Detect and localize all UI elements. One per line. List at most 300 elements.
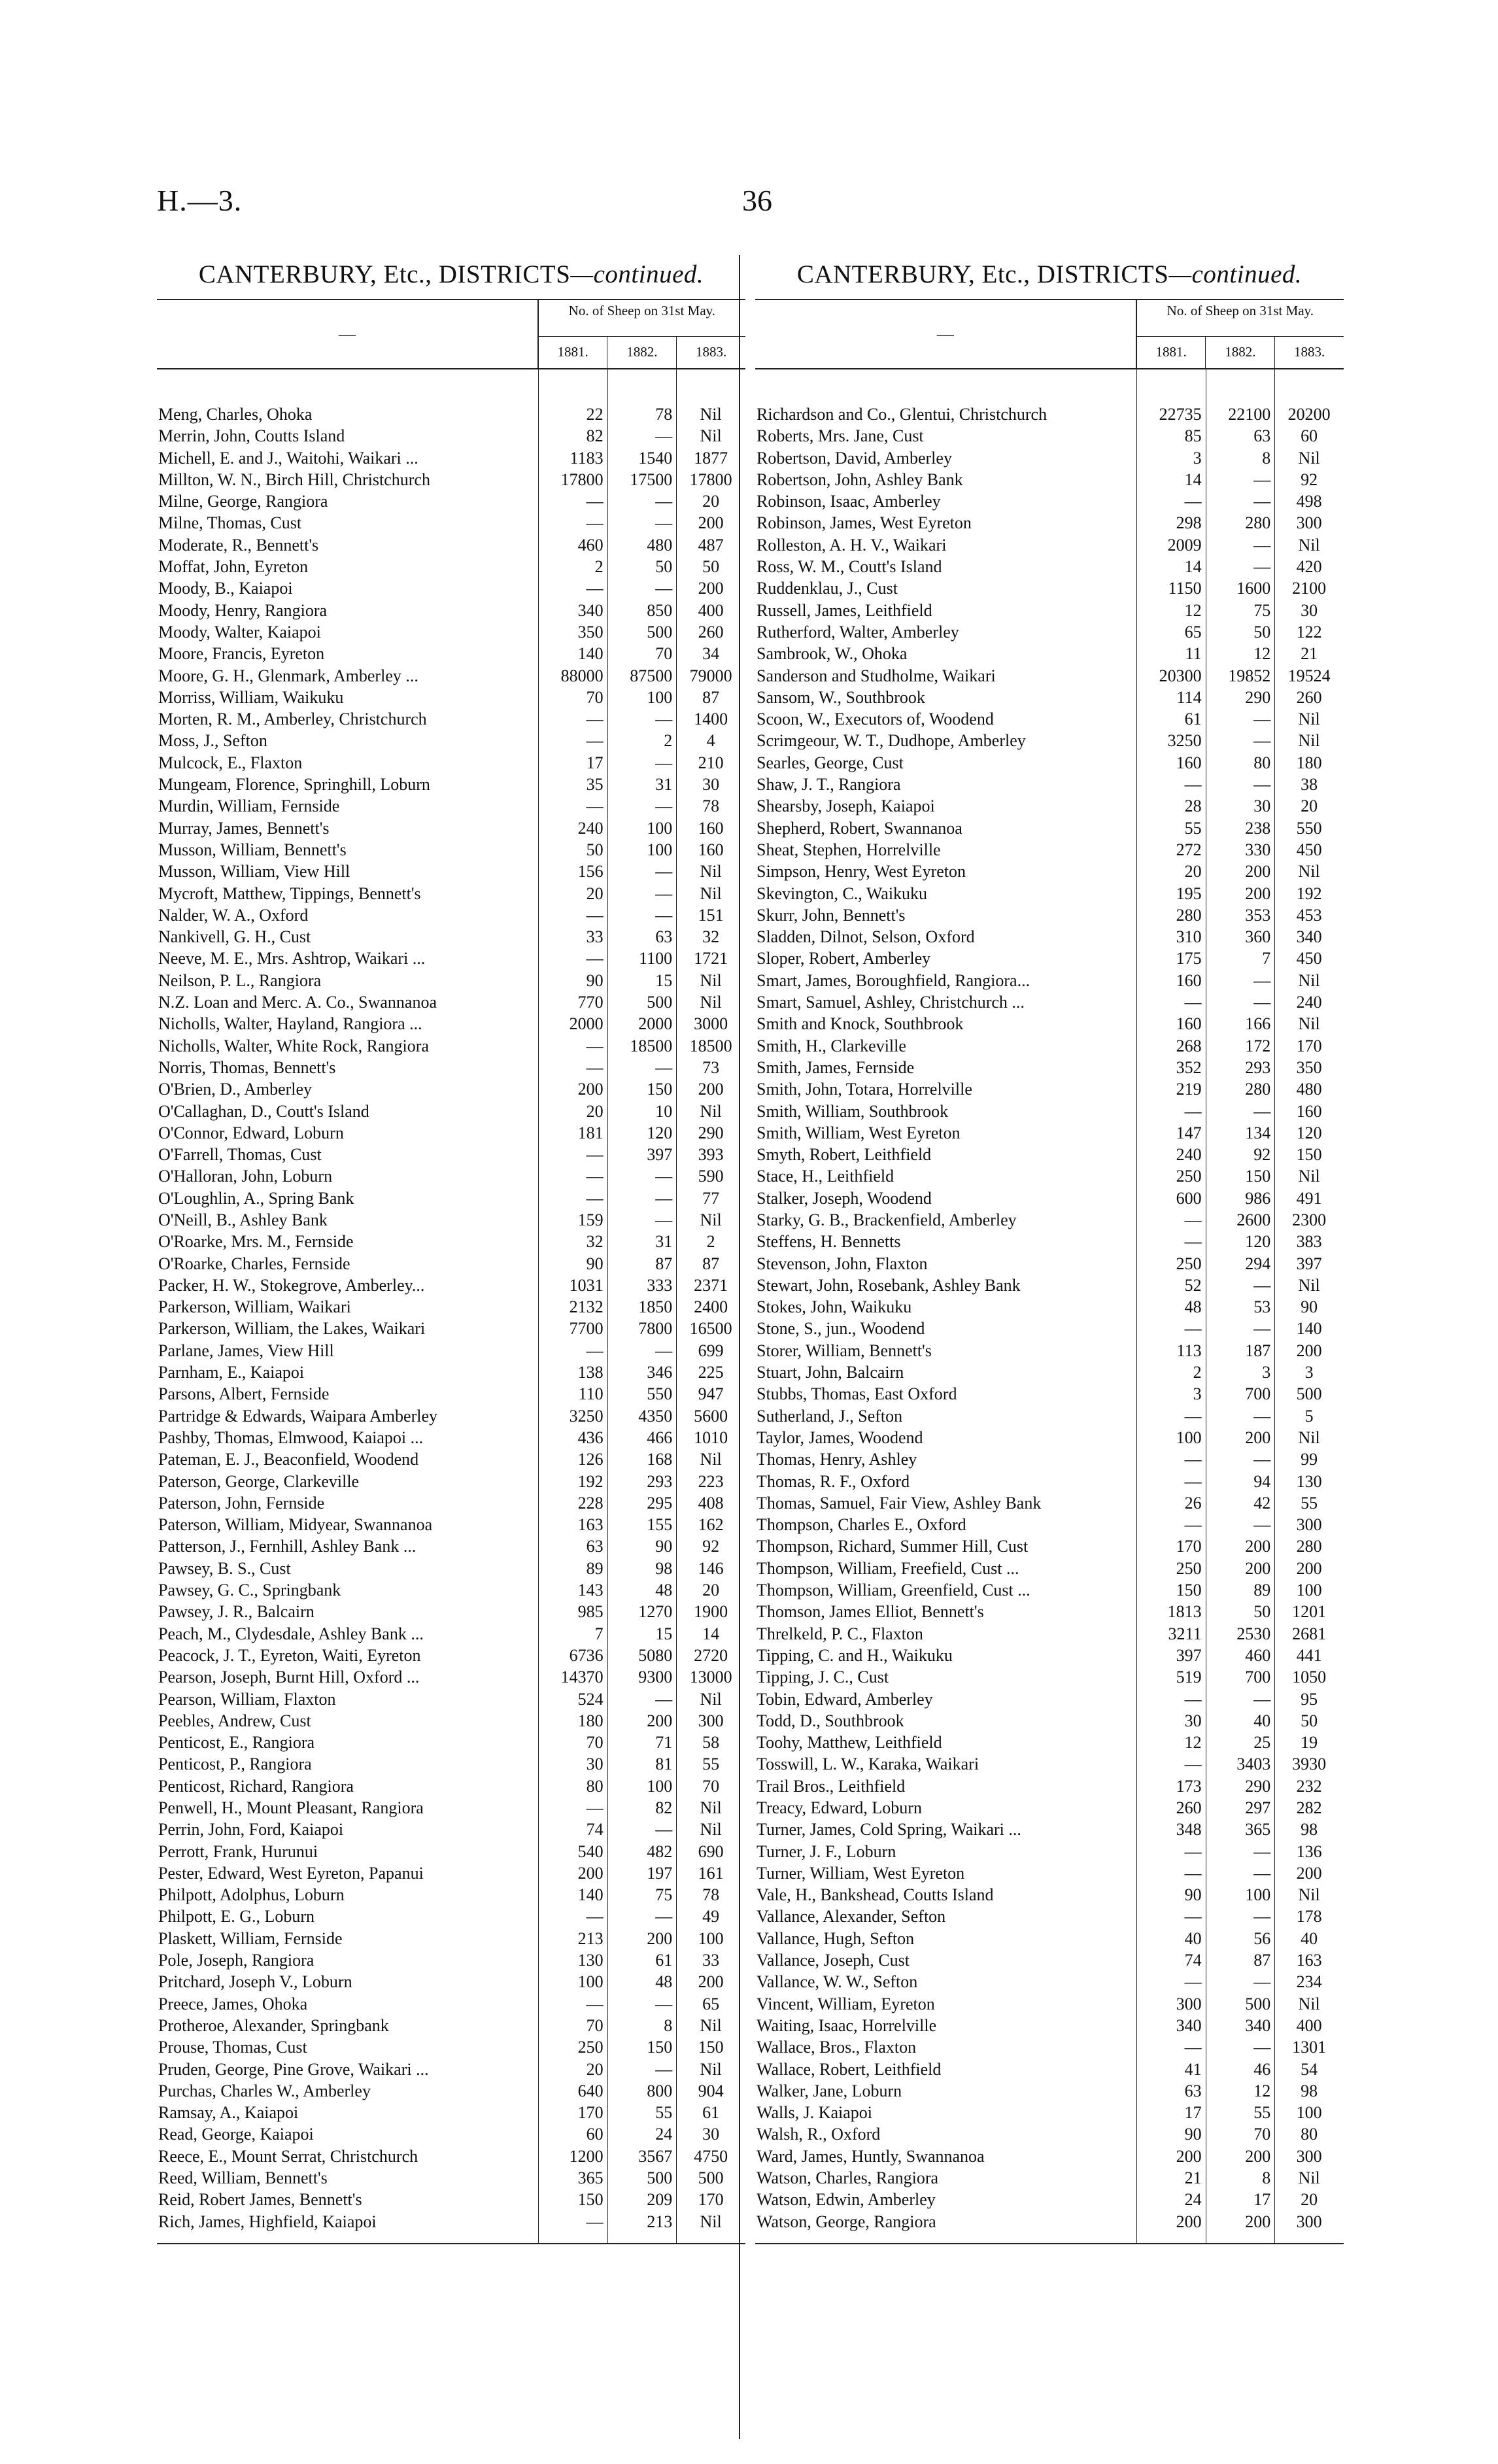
owner-name: Moffat, John, Eyreton xyxy=(158,557,309,577)
sheep-count: 353 xyxy=(1245,905,1271,925)
column-title xyxy=(755,258,1344,291)
table-row xyxy=(157,817,745,839)
sheep-count: 700 xyxy=(1245,1668,1271,1687)
sheep-count: 2600 xyxy=(1236,1210,1271,1229)
table-row xyxy=(157,1710,745,1732)
sheep-count: 40 xyxy=(1253,1711,1271,1730)
sheep-count: 7 xyxy=(594,1624,604,1643)
sheep-count: 170 xyxy=(698,2190,724,2210)
owner-name: Sansom, W., Southbrook xyxy=(757,687,925,707)
sheep-count: 200 xyxy=(1245,1537,1271,1556)
table-row xyxy=(157,1296,745,1318)
table-row xyxy=(755,1361,1344,1383)
owner-name: Stone, S., jun., Woodend xyxy=(757,1319,925,1339)
sheep-count: Nil xyxy=(1298,1428,1320,1447)
sheep-count: Nil xyxy=(1298,710,1320,729)
sheep-count: 75 xyxy=(1253,600,1271,620)
owner-name: Pole, Joseph, Rangiora xyxy=(158,1951,315,1970)
sheep-count: 82 xyxy=(655,1798,673,1817)
sheep-count: 340 xyxy=(1296,927,1322,947)
table-row xyxy=(755,1579,1344,1601)
owner-name: Pateman, E. J., Beaconfield, Woodend xyxy=(158,1450,419,1469)
owner-name: Pawsey, G. C., Springbank xyxy=(158,1581,341,1600)
table-row xyxy=(755,1057,1344,1078)
sheep-count: 690 xyxy=(698,1841,724,1861)
owner-name: Paterson, John, Fernside xyxy=(158,1493,325,1513)
owner-name: Shepherd, Robert, Swannanoa xyxy=(757,818,962,838)
sheep-count: 20 xyxy=(702,1581,720,1600)
sheep-count: 2371 xyxy=(694,1275,728,1295)
name-header: — xyxy=(157,300,539,368)
sheep-count: 130 xyxy=(577,1951,604,1970)
owner-name: Wallace, Robert, Leithfield xyxy=(757,2059,942,2079)
sheep-count: 150 xyxy=(698,2038,724,2057)
sheep-count: 166 xyxy=(1245,1014,1271,1034)
sheep-count: — xyxy=(1253,1275,1271,1295)
owner-name: Moss, J., Sefton xyxy=(158,731,267,751)
sheep-count: 24 xyxy=(1184,2190,1202,2210)
sheep-count: 4 xyxy=(706,731,715,751)
sheep-count: 491 xyxy=(1296,1188,1322,1208)
sheep-count: 290 xyxy=(698,1123,724,1142)
sheep-count: 300 xyxy=(1176,1994,1202,2013)
table-row xyxy=(157,1275,745,1296)
table-row xyxy=(755,1340,1344,1361)
table-row xyxy=(157,926,745,948)
sheep-count: 408 xyxy=(698,1493,724,1513)
sheep-count: 700 xyxy=(1245,1384,1271,1404)
table-row xyxy=(755,1492,1344,1514)
table-row xyxy=(157,1666,745,1688)
owner-name: Moore, Francis, Eyreton xyxy=(158,644,325,664)
owner-name: Thompson, William, Greenfield, Cust ... xyxy=(757,1581,1030,1600)
sheep-count: — xyxy=(1253,1319,1271,1339)
sheep-count: 70 xyxy=(1253,2125,1271,2144)
owner-name: Russell, James, Leithfield xyxy=(757,600,932,620)
sheep-count: 33 xyxy=(702,1951,720,1970)
table-row xyxy=(755,1405,1344,1427)
sheep-count: 2530 xyxy=(1236,1624,1271,1643)
owner-name: Reed, William, Bennett's xyxy=(158,2168,328,2188)
table-row xyxy=(755,2167,1344,2189)
sheep-count: 197 xyxy=(647,1863,673,1883)
sheep-count: — xyxy=(1253,1101,1271,1121)
sheep-count: 20 xyxy=(586,2059,604,2079)
owner-name: Sanderson and Studholme, Waikari xyxy=(757,666,996,685)
owner-name: Robertson, David, Amberley xyxy=(757,448,952,468)
owner-name: Moderate, R., Bennett's xyxy=(158,535,319,555)
owner-name: Peebles, Andrew, Cust xyxy=(158,1711,311,1730)
sheep-count: 297 xyxy=(1245,1798,1271,1817)
sheep-count: 150 xyxy=(577,2190,604,2210)
table-row xyxy=(157,1514,745,1535)
sheep-count: 163 xyxy=(1296,1951,1322,1970)
sheep-count: 19524 xyxy=(1287,666,1331,685)
sheep-count: 20300 xyxy=(1159,666,1202,685)
sheep-table xyxy=(157,299,745,2244)
sheep-count: 90 xyxy=(655,1537,673,1556)
sheep-count: 24 xyxy=(655,2125,673,2144)
table-row xyxy=(157,1492,745,1514)
sheep-count: — xyxy=(655,1689,673,1709)
sheep-count: — xyxy=(1184,1689,1202,1709)
table-row xyxy=(755,1601,1344,1622)
owner-name: Michell, E. and J., Waitohi, Waikari ... xyxy=(158,448,418,468)
sheep-count: 8 xyxy=(1262,2168,1271,2188)
sheep-count: 240 xyxy=(577,818,604,838)
sheep-count: 54 xyxy=(1301,2059,1318,2079)
table-row xyxy=(157,512,745,534)
sheep-count: 200 xyxy=(577,1080,604,1099)
sheep-count: 2000 xyxy=(569,1014,604,1034)
sheep-count: 120 xyxy=(647,1123,673,1142)
owner-name: Walsh, R., Oxford xyxy=(757,2125,881,2144)
sheep-count: 400 xyxy=(698,600,724,620)
sheep-count: 2400 xyxy=(694,1297,728,1317)
sheep-count: 81 xyxy=(655,1754,673,1774)
table-row xyxy=(157,1558,745,1579)
owner-name: Wallace, Bros., Flaxton xyxy=(757,2038,917,2057)
table-row xyxy=(157,1688,745,1710)
sheep-count: — xyxy=(1184,775,1202,795)
sheep-count: 17 xyxy=(1253,2190,1271,2210)
owner-name: Moody, Walter, Kaiapoi xyxy=(158,622,321,642)
owner-name: Vale, H., Bankshead, Coutts Island xyxy=(757,1885,994,1905)
sheep-count: 70 xyxy=(655,644,673,664)
sheep-count: 260 xyxy=(1296,687,1322,707)
owner-name: Millton, W. N., Birch Hill, Christchurch xyxy=(158,470,430,489)
owner-name: Taylor, James, Woodend xyxy=(757,1428,923,1447)
sheep-count: — xyxy=(1184,1841,1202,1861)
sheep-count: 13000 xyxy=(689,1668,732,1687)
owner-name: Scoon, W., Executors of, Woodend xyxy=(757,710,994,729)
sheep-count: 365 xyxy=(577,2168,604,2188)
sheep-count: 238 xyxy=(1245,818,1271,838)
table-row xyxy=(755,1101,1344,1122)
sheep-count: 1031 xyxy=(569,1275,604,1295)
sheep-count: 2681 xyxy=(1292,1624,1327,1643)
sheep-count: 100 xyxy=(577,1972,604,1992)
sheep-count: 330 xyxy=(1245,840,1271,859)
sheep-count: 56 xyxy=(1253,1928,1271,1948)
sheep-count: Nil xyxy=(700,1689,722,1709)
group-header: No. of Sheep on 31st May. xyxy=(1137,300,1344,337)
owner-name: Peacock, J. T., Eyreton, Waiti, Eyreton xyxy=(158,1645,421,1665)
sheep-count: 21 xyxy=(1301,644,1318,664)
sheep-count: — xyxy=(655,710,673,729)
table-row xyxy=(157,991,745,1013)
sheep-count: 65 xyxy=(1184,622,1202,642)
table-row xyxy=(157,1906,745,1927)
sheep-count: 699 xyxy=(698,1341,724,1360)
table-row xyxy=(755,730,1344,751)
table-row xyxy=(755,2036,1344,2058)
page-ref: H.—3. xyxy=(157,184,243,217)
table-row xyxy=(755,1841,1344,1862)
sheep-count: 48 xyxy=(655,1972,673,1992)
owner-name: Meng, Charles, Ohoka xyxy=(158,405,313,424)
sheep-count: 130 xyxy=(1296,1471,1322,1491)
sheep-count: 213 xyxy=(647,2212,673,2231)
sheep-count: 360 xyxy=(1245,927,1271,947)
table-row xyxy=(755,1710,1344,1732)
owner-name: Partridge & Edwards, Waipara Amberley xyxy=(158,1406,438,1426)
sheep-count: 100 xyxy=(647,818,673,838)
table-row xyxy=(755,1188,1344,1209)
sheep-count: Nil xyxy=(1298,1014,1320,1034)
sheep-count: Nil xyxy=(700,993,722,1012)
sheep-count: — xyxy=(1184,993,1202,1012)
sheep-count: 3 xyxy=(1193,448,1202,468)
sheep-count: 7 xyxy=(1262,949,1271,968)
owner-name: O'Neill, B., Ashley Bank xyxy=(158,1210,328,1229)
sheep-count: Nil xyxy=(700,2212,722,2231)
sheep-count: 87 xyxy=(1253,1951,1271,1970)
owner-name: Nankivell, G. H., Cust xyxy=(158,927,311,947)
owner-name: Thompson, Charles E., Oxford xyxy=(757,1515,966,1535)
table-row xyxy=(157,2036,745,2058)
table-row xyxy=(755,1797,1344,1819)
sheep-count: 162 xyxy=(698,1515,724,1535)
table-row xyxy=(157,1862,745,1884)
sheep-count: 140 xyxy=(577,1885,604,1905)
sheep-count: — xyxy=(1253,731,1271,751)
sheep-count: 170 xyxy=(577,2103,604,2123)
sheep-count: 1010 xyxy=(694,1428,728,1447)
owner-name: Sloper, Robert, Amberley xyxy=(757,949,931,968)
owner-name: Reece, E., Mount Serrat, Christchurch xyxy=(158,2146,418,2166)
sheep-count: 140 xyxy=(1296,1319,1322,1339)
sheep-count: 397 xyxy=(1176,1645,1202,1665)
sheep-count: 170 xyxy=(1296,1036,1322,1055)
sheep-count: 590 xyxy=(698,1167,724,1186)
sheep-count: 160 xyxy=(1176,753,1202,772)
owner-name: Nalder, W. A., Oxford xyxy=(158,905,309,925)
table-row xyxy=(755,904,1344,926)
sheep-count: 31 xyxy=(655,775,673,795)
sheep-count: — xyxy=(655,1820,673,1839)
table-row xyxy=(157,1101,745,1122)
table-row xyxy=(157,534,745,556)
owner-name: Murray, James, Bennett's xyxy=(158,818,330,838)
owner-name: O'Loughlin, A., Spring Bank xyxy=(158,1188,354,1208)
table-row xyxy=(755,1949,1344,1971)
table-row xyxy=(755,991,1344,1013)
sheep-count: 20 xyxy=(1301,796,1318,816)
sheep-count: 90 xyxy=(1184,2125,1202,2144)
sheep-count: — xyxy=(655,1057,673,1077)
table-row xyxy=(157,1645,745,1666)
sheep-count: 383 xyxy=(1296,1232,1322,1252)
page-number: 36 xyxy=(742,184,772,217)
sheep-count: 393 xyxy=(698,1145,724,1165)
sheep-count: 480 xyxy=(1296,1080,1322,1099)
sheep-count: 40 xyxy=(1301,1928,1318,1948)
owner-name: Stuart, John, Balcairn xyxy=(757,1363,904,1382)
sheep-count: 60 xyxy=(1301,426,1318,446)
owner-name: Penticost, E., Rangiora xyxy=(158,1733,315,1753)
sheep-count: — xyxy=(1253,1689,1271,1709)
table-row xyxy=(755,512,1344,534)
sheep-count: 498 xyxy=(1296,492,1322,511)
owner-name: Pruden, George, Pine Grove, Waikari ... xyxy=(158,2059,429,2079)
sheep-count: 397 xyxy=(1296,1254,1322,1273)
sheep-count: 82 xyxy=(586,426,604,446)
sheep-count: 282 xyxy=(1296,1798,1322,1817)
sheep-count: 340 xyxy=(577,600,604,620)
owner-name: Robinson, Isaac, Amberley xyxy=(757,492,941,511)
sheep-count: — xyxy=(655,492,673,511)
sheep-count: 163 xyxy=(577,1515,604,1535)
sheep-count: — xyxy=(1253,1841,1271,1861)
owner-name: Penticost, Richard, Rangiora xyxy=(158,1776,354,1796)
sheep-count: 348 xyxy=(1176,1820,1202,1839)
sheep-count: 2 xyxy=(1193,1363,1202,1382)
sheep-count: 31 xyxy=(655,1232,673,1252)
sheep-count: 22735 xyxy=(1159,405,1202,424)
sheep-count: — xyxy=(1253,1515,1271,1535)
owner-name: Perrin, John, Ford, Kaiapoi xyxy=(158,1820,344,1839)
sheep-count: 228 xyxy=(577,1493,604,1513)
owner-name: Ruddenklau, J., Cust xyxy=(757,579,898,598)
table-row xyxy=(755,948,1344,969)
table-row xyxy=(157,904,745,926)
sheep-count: Nil xyxy=(1298,2168,1320,2188)
owner-name: Parsons, Albert, Fernside xyxy=(158,1384,330,1404)
table-row xyxy=(755,1448,1344,1470)
sheep-count: 250 xyxy=(1176,1254,1202,1273)
sheep-count: 5080 xyxy=(638,1645,673,1665)
table-row xyxy=(755,1209,1344,1231)
table-row xyxy=(157,2102,745,2123)
sheep-count: 17800 xyxy=(560,470,604,489)
sheep-count: 50 xyxy=(1301,1711,1318,1730)
owner-name: Pawsey, B. S., Cust xyxy=(158,1558,291,1578)
sheep-count: 1600 xyxy=(1236,579,1271,598)
table-row xyxy=(755,839,1344,861)
table-row xyxy=(157,425,745,447)
table-row xyxy=(755,2015,1344,2036)
sheep-count: — xyxy=(586,1188,604,1208)
owner-name: Todd, D., Southbrook xyxy=(757,1711,904,1730)
sheep-count: 986 xyxy=(1245,1188,1271,1208)
table-row xyxy=(157,556,745,577)
sheep-count: 55 xyxy=(1301,1493,1318,1513)
table-row xyxy=(157,1971,745,1993)
sheep-count: 290 xyxy=(1245,1776,1271,1796)
column-rule xyxy=(676,369,677,2243)
sheep-count: 210 xyxy=(698,753,724,772)
table-row xyxy=(755,1906,1344,1927)
sheep-count: — xyxy=(1253,470,1271,489)
sheep-count: 4750 xyxy=(694,2146,728,2166)
sheep-count: 450 xyxy=(1296,949,1322,968)
sheep-count: 74 xyxy=(586,1820,604,1839)
sheep-count: 1301 xyxy=(1292,2038,1327,2057)
sheep-count: 90 xyxy=(586,970,604,990)
table-row xyxy=(157,1579,745,1601)
sheep-count: 100 xyxy=(1176,1428,1202,1447)
sheep-count: 49 xyxy=(702,1907,720,1926)
numbers-header xyxy=(539,300,745,368)
owner-name: Richardson and Co., Glentui, Christchurch xyxy=(757,405,1047,424)
table-row xyxy=(755,1231,1344,1252)
sheep-count: 350 xyxy=(577,622,604,642)
table-row xyxy=(755,1971,1344,1993)
sheep-count: 180 xyxy=(577,1711,604,1730)
sheep-count: 34 xyxy=(702,644,720,664)
sheep-count: 10 xyxy=(655,1101,673,1121)
table-row xyxy=(755,774,1344,795)
owner-name: Thompson, William, Freefield, Cust ... xyxy=(757,1558,1019,1578)
sheep-count: 17500 xyxy=(630,470,673,489)
sheep-count: — xyxy=(1253,492,1271,511)
table-row xyxy=(755,1383,1344,1405)
sheep-count: 55 xyxy=(702,1754,720,1774)
table-row xyxy=(755,1165,1344,1187)
sheep-count: 15 xyxy=(655,970,673,990)
table-row xyxy=(755,534,1344,556)
sheep-count: 280 xyxy=(1245,1080,1271,1099)
owner-name: Tipping, J. C., Cust xyxy=(757,1668,889,1687)
sheep-count: 947 xyxy=(698,1384,724,1404)
sheep-count: Nil xyxy=(700,2015,722,2035)
sheep-count: 33 xyxy=(586,927,604,947)
sheep-count: 151 xyxy=(698,905,724,925)
table-row xyxy=(755,2102,1344,2123)
owner-name: Searles, George, Cust xyxy=(757,753,904,772)
owner-name: Peach, M., Clydesdale, Ashley Bank ... xyxy=(158,1624,424,1643)
sheep-count: 159 xyxy=(577,1210,604,1229)
sheep-count: 2300 xyxy=(1292,1210,1327,1229)
sheep-count: 92 xyxy=(1301,470,1318,489)
table-header xyxy=(755,300,1344,369)
sheep-count: 42 xyxy=(1253,1493,1271,1513)
sheep-count: 17800 xyxy=(689,470,732,489)
sheep-count: — xyxy=(655,1210,673,1229)
owner-name: Parnham, E., Kaiapoi xyxy=(158,1363,305,1382)
table-row xyxy=(755,883,1344,904)
table-row xyxy=(755,425,1344,447)
sheep-count: 200 xyxy=(1296,1558,1322,1578)
title-text: CANTERBURY, Etc., DISTRICTS xyxy=(198,260,571,288)
sheep-table xyxy=(755,299,1344,2244)
sheep-count: 138 xyxy=(577,1363,604,1382)
table-row xyxy=(157,795,745,817)
table-row xyxy=(755,1623,1344,1645)
owner-name: O'Callaghan, D., Coutt's Island xyxy=(158,1101,369,1121)
table-row xyxy=(157,752,745,774)
sheep-count: 21 xyxy=(1184,2168,1202,2188)
sheep-count: — xyxy=(1184,1863,1202,1883)
table-row xyxy=(755,752,1344,774)
sheep-count: — xyxy=(655,1907,673,1926)
column-rule xyxy=(1274,369,1275,2243)
sheep-count: 20 xyxy=(1184,862,1202,881)
owner-name: Musson, William, Bennett's xyxy=(158,840,347,859)
sheep-count: 200 xyxy=(1245,2146,1271,2166)
sheep-count: 170 xyxy=(1176,1537,1202,1556)
sheep-count: Nil xyxy=(1298,1994,1320,2013)
table-row xyxy=(755,2211,1344,2233)
sheep-count: 61 xyxy=(655,1951,673,1970)
sheep-count: 500 xyxy=(1245,1994,1271,2013)
table-row xyxy=(157,1471,745,1492)
sheep-count: 15 xyxy=(655,1624,673,1643)
owner-name: Plaskett, William, Fernside xyxy=(158,1928,343,1948)
owner-name: Smith, John, Totara, Horrelville xyxy=(757,1080,972,1099)
owner-name: Parkerson, William, Waikari xyxy=(158,1297,351,1317)
